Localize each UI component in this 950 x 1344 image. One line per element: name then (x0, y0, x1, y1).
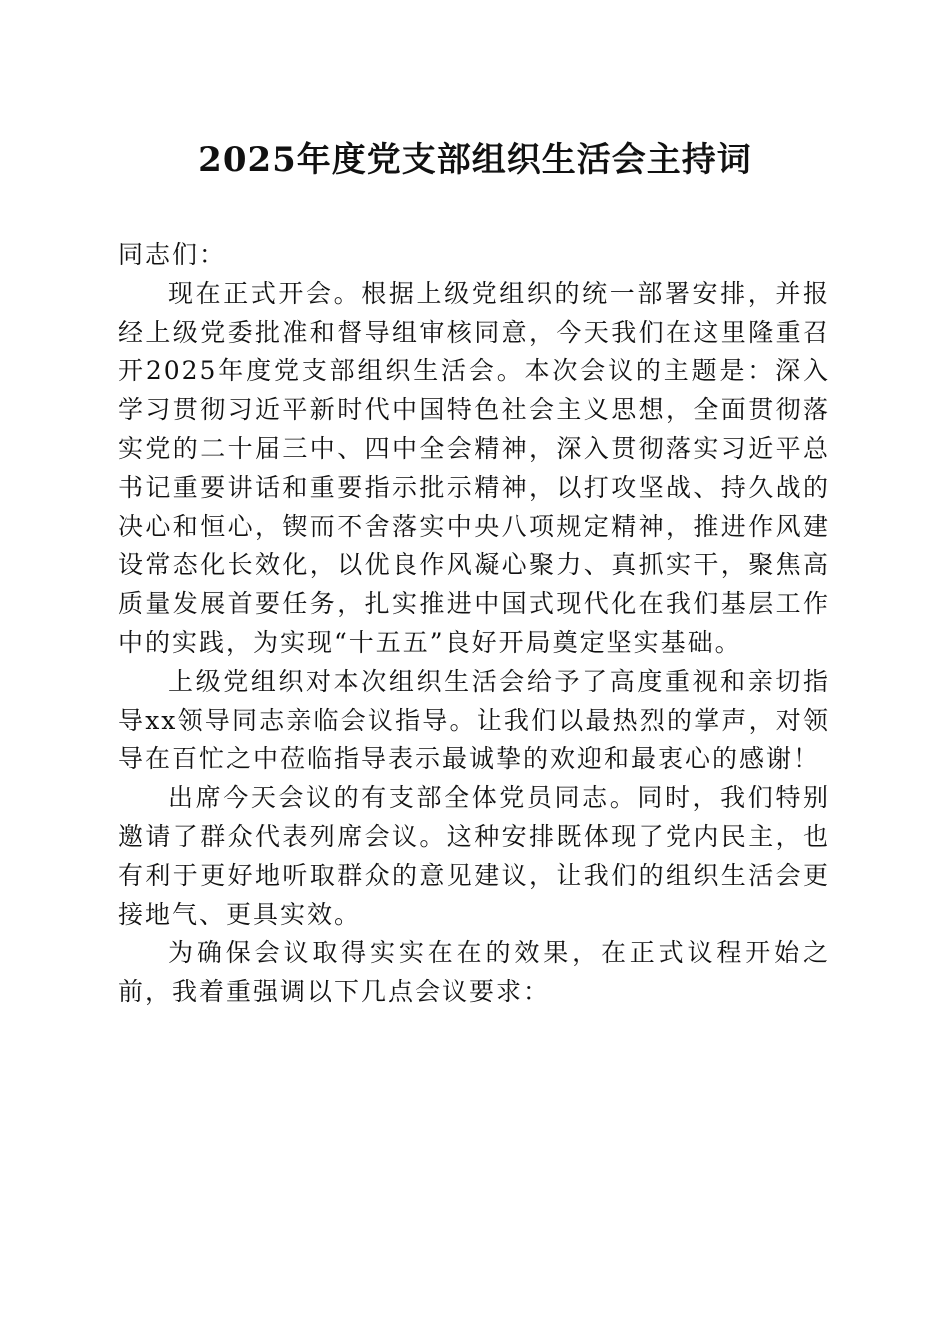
paragraph-attendees: 出席今天会议的有支部全体党员同志。同时，我们特别邀请了群众代表列席会议。这种安排既体现了党内民主，也有利于更好地听取群众的意见建议，让我们的组织生活会更接地气、更具实效。 (118, 783, 830, 929)
paragraph-welcome-leaders: 上级党组织对本次组织生活会给予了高度重视和亲切指导xx领导同志亲临会议指导。让我们以最热烈的掌声，对领导在百忙之中莅临指导表示最诚挚的欢迎和最衷心的感谢！ (118, 666, 830, 774)
document-title: 2025年度党支部组织生活会主持词 (198, 140, 752, 180)
paragraph-meeting-requirements: 为确保会议取得实实在在的效果，在正式议程开始之前，我着重强调以下几点会议要求： (118, 938, 830, 1007)
document-body (118, 236, 830, 1012)
salutation: 同志们： (118, 240, 227, 269)
paragraph-opening: 现在正式开会。根据上级党组织的统一部署安排，并报经上级党委批准和督导组审核同意，今天我们在这里隆重召开2025年度党支部组织生活会。本次会议的主题是：深入学习贯彻习近平新时代中国特色社会主义思想，全面贯彻落实党的二十届三中、四中全会精神，深入贯彻落实习近平总书记重要讲话和重要指示批示精神，以打攻坚战、持久战的决心和恒心，锲而不舍落实中央八项规定精神，推进作风建设常态化长效化，以优良作风凝心聚力、真抓实干，聚焦高质量发展首要任务，扎实推进中国式现代化在我们基层工作中的实践，为实现“十五五”良好开局奠定坚实基础。 (118, 278, 830, 657)
